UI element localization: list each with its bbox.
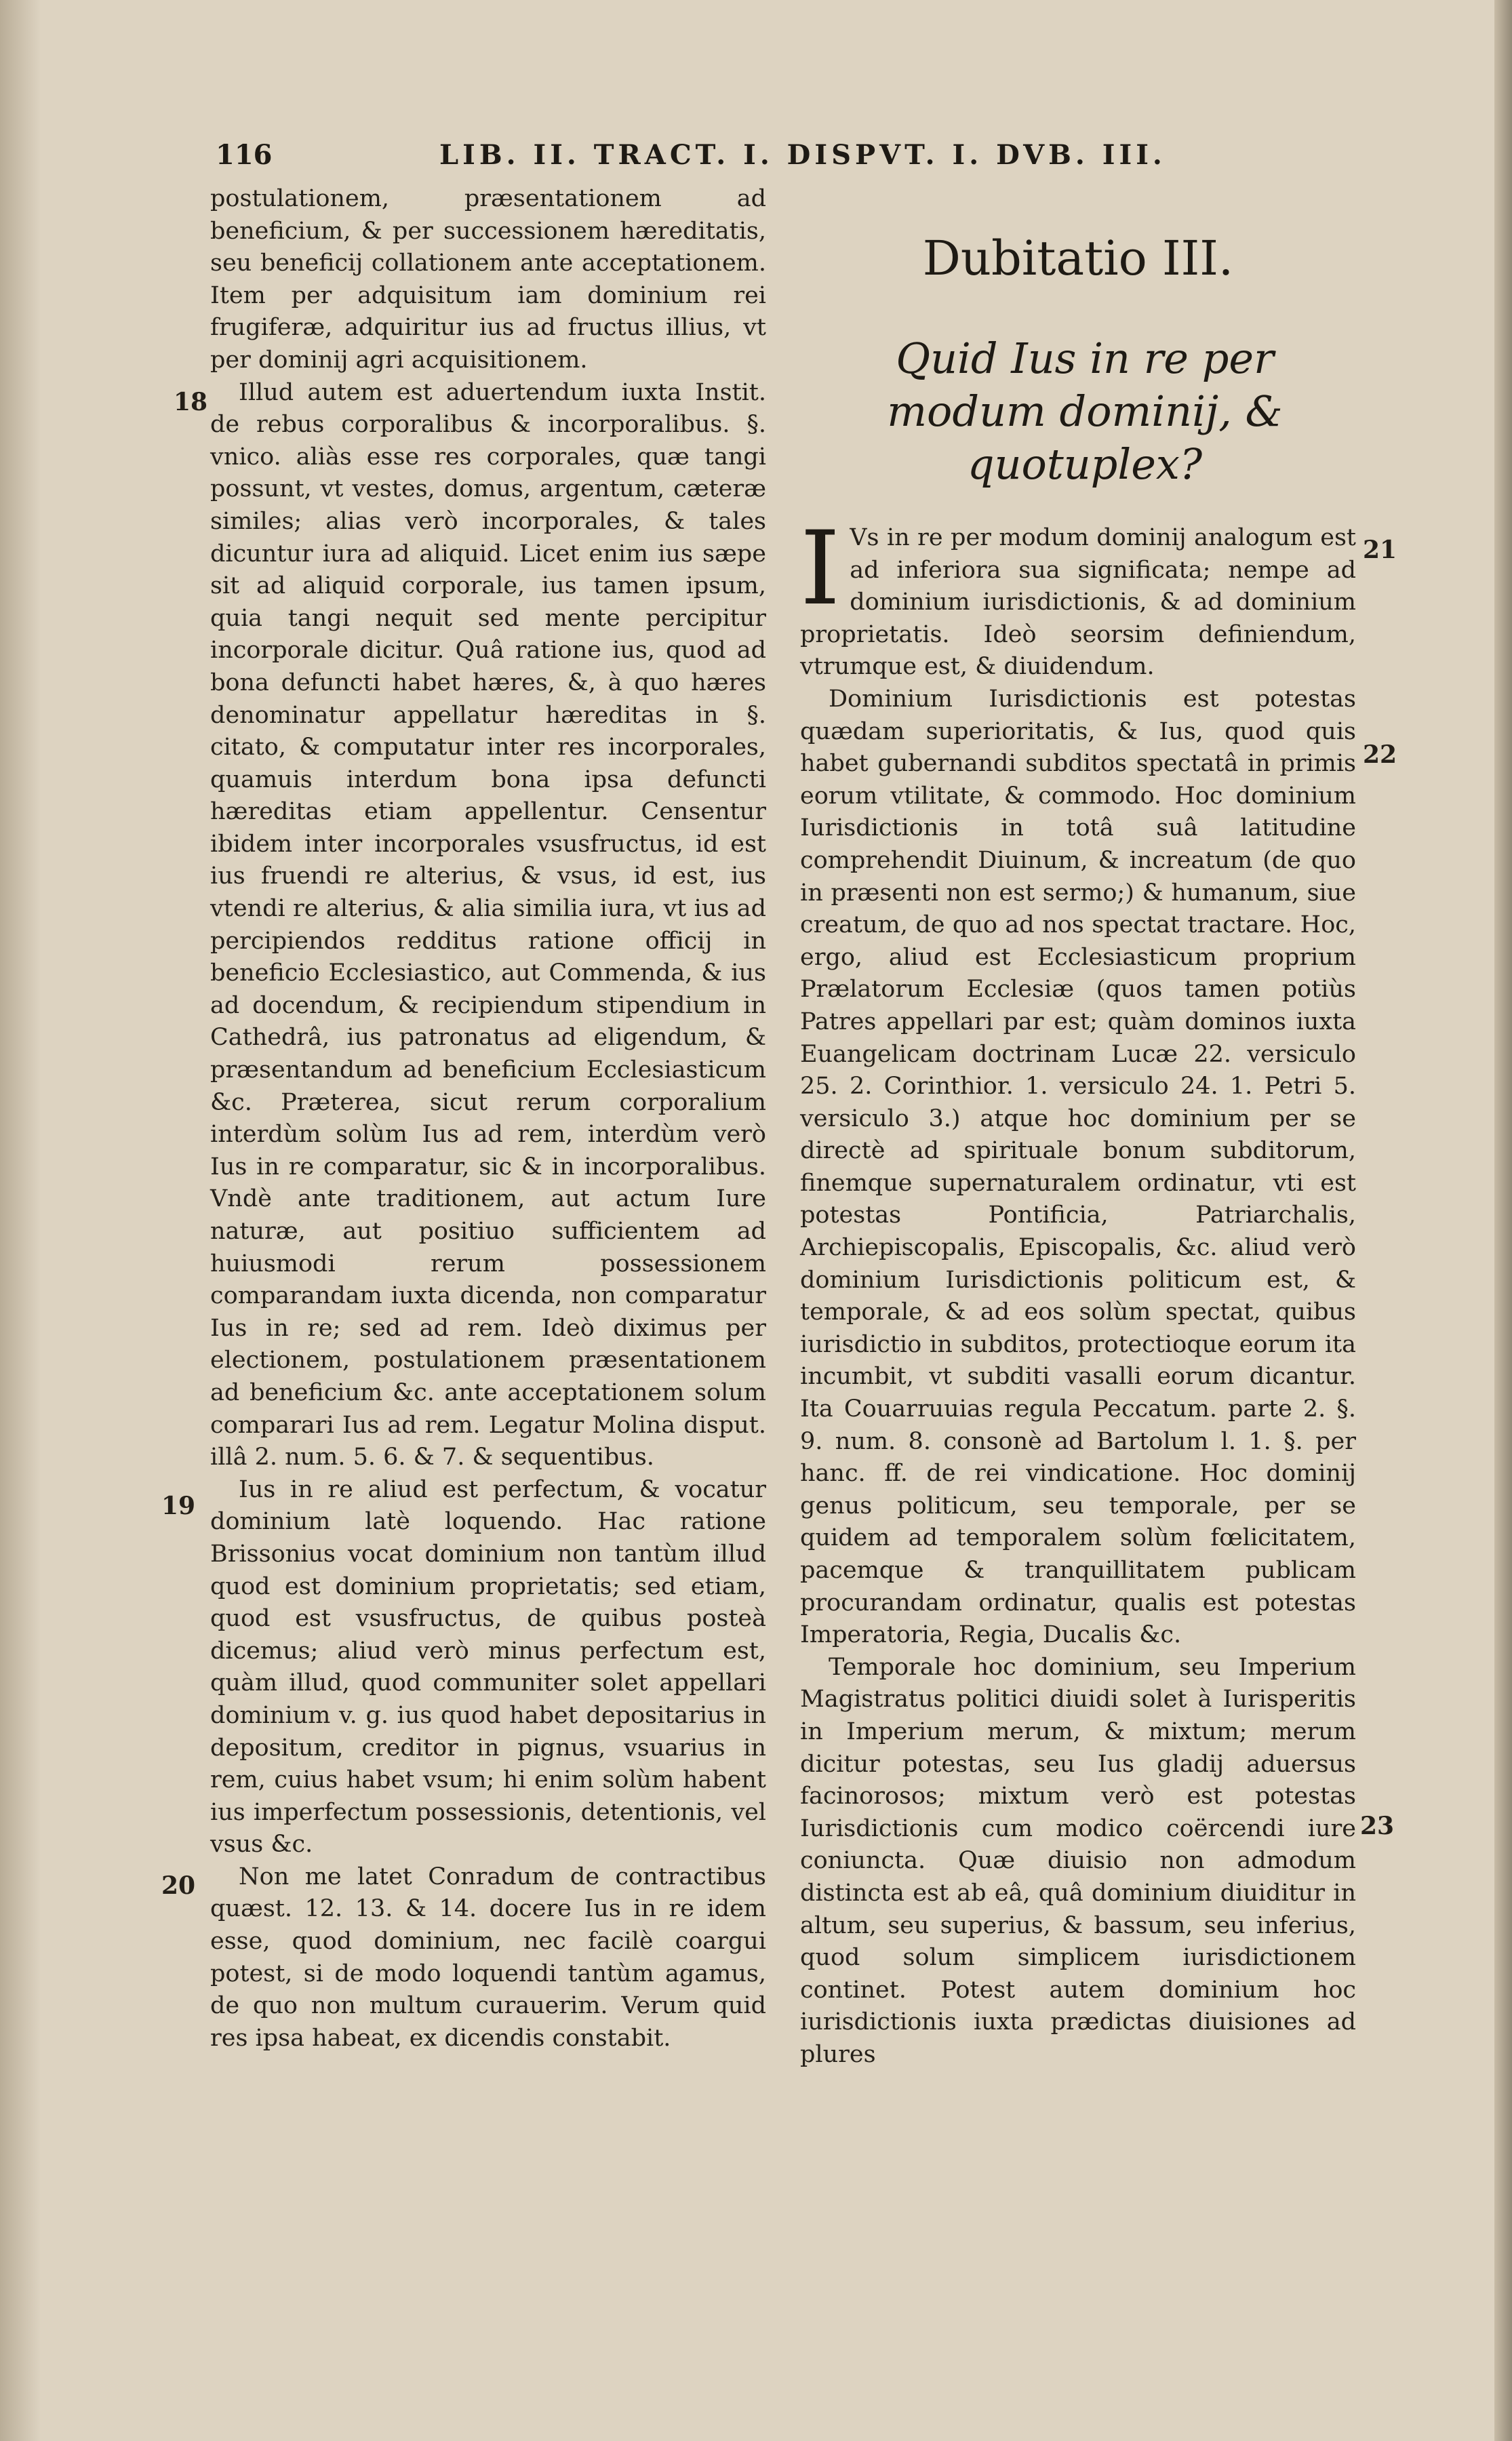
paragraph-22: Dominium Iurisdictionis est potestas quædam superioritatis, & Ius, quod quis habet gubernandi subditos spectatâ in primis eorum vtilitate, & commodo. Hoc dominium Iurisdictionis in totâ suâ latitudine comprehendit Diuinum, & increatum (de quo in præsenti non est sermo;) & humanum, siue creatum, de quo ad nos spectat tractare. Hoc, ergo, aliud est Ecclesiasticum proprium Prælatorum Ecclesiæ (quos tamen potiùs Patres appellari par est; quàm dominos iuxta Euangelicam doctrinam Lucæ 22. versiculo 25. 2. Corinthior. 1. versiculo 24. 1. Petri 5. versiculo 3.) atque hoc dominium per se directè ad spirituale bonum subditorum, finemque supernaturalem ordinatur, vti est potestas Pontificia, Patriarchalis, Archiepiscopalis, Episcopalis, &c. aliud verò dominium Iurisdictionis politicum est, & temporale, & ad eos solùm spectat, quibus iurisdictio in subditos, protectioque eorum ita incumbit, vt subditi vasalli eorum dicantur. Ita Couarruuias regula Peccatum. parte 2. §. 9. num. 8. consonè ad Bartolum l. 1. §. per hanc. ff. de rei vindicatione. Hoc dominij genus politicum, seu temporale, per se quidem ad temporalem solùm fœlicitatem, pacemque & tranquillitatem publicam procurandam ordinatur, qualis est potestas Imperatoria, Regia, Ducalis &c. <box>800 685 1356 1649</box>
page-gutter <box>0 0 41 2441</box>
paragraph-21 <box>800 510 1356 683</box>
running-title: LIB. II. TRACT. I. DISPVT. I. DVB. III. <box>439 139 1166 171</box>
running-header <box>216 139 1395 186</box>
margin-number-18: 18 <box>174 388 208 416</box>
paragraph-18: Illud autem est aduertendum iuxta Instit. de rebus corporalibus & incorporalibus. §. vnico. aliàs esse res corporales, quæ tangi possunt, vt vestes, domus, argentum, cæteræ similes; alias verò incorporales, & tales dicuntur iura ad aliquid. Licet enim ius sæpe sit ad aliquid corporale, ius tamen ipsum, quia tangi nequit sed mente percipitur incorporale dicitur. Quâ ratione ius, quod ad bona defuncti habet hæres, &, à quo hæres denominatur appellatur hæreditas in §. citato, & computatur inter res incorporales, quamuis interdum bona ipsa defuncti hæreditas etiam appellentur. Censentur ibidem inter incorporales vsusfructus, id est ius fruendi re alterius, & vsus, id est, ius vtendi re alterius, & alia similia iura, vt ius ad percipiendos redditus ratione officij in beneficio Ecclesiastico, aut Commenda, & ius ad docendum, & recipiendum stipendium in Cathedrâ, ius patronatus ad eligendum, & præsentandum ad beneficium Ecclesiasticum &c. Præterea, sicut rerum corporalium interdùm solùm Ius ad rem, interdùm verò Ius in re comparatur, sic & in incorporalibus. Vndè ante traditionem, aut actum Iure naturæ, aut positiuo sufficientem ad huiusmodi rerum possessionem comparandam iuxta dicenda, non comparatur Ius in re; sed ad rem. Ideò diximus per electionem, postulationem præsentationem ad beneficium &c. ante acceptationem solum comparari Ius ad rem. Legatur Molina disput. illâ 2. num. 5. 6. & 7. & sequentibus. <box>210 378 766 1471</box>
margin-number-20: 20 <box>161 1871 196 1900</box>
section-title: Dubitatio III. <box>922 231 1234 286</box>
margin-number-23: 23 <box>1360 1812 1395 1840</box>
margin-number-21: 21 <box>1363 536 1397 564</box>
paragraph-continued: postulationem, præsentationem ad beneficium, & per successionem hæreditatis, seu beneficij collationem ante acceptationem. Item per adquisitum iam dominium rei frugiferæ, adquiritur ius ad fructus illius, vt per dominij agri acquisitionem. <box>210 185 766 374</box>
drop-cap: I <box>800 510 841 628</box>
paragraph-19: Ius in re aliud est perfectum, & vocatur dominium latè loquendo. Hac ratione Brissonius vocat dominium non tantùm illud quod est dominium proprietatis; sed etiam, quod est vsusfructus, de quibus posteà dicemus; aliud verò minus perfectum est, quàm illud, quod communiter solet appellari dominium v. g. ius quod habet depositarius in depositum, creditor in pignus, vsuarius in rem, cuius habet vsum; hi enim solùm habent ius imperfectum possessionis, detentionis, vel vsus &c. <box>210 1475 766 1859</box>
page-number: 116 <box>216 139 273 171</box>
left-text-column <box>210 183 766 2055</box>
page-edge <box>1494 0 1512 2441</box>
paragraph-20: Non me latet Conradum de contractibus quæst. 12. 13. & 14. docere Ius in re idem esse, quod dominium, nec facilè coargui potest, si de modo loquendi tantùm agamus, de quo non multum curauerim. Verum quid res ipsa habeat, ex dicendis constabit. <box>210 1863 766 2052</box>
paragraph-21-text: Vs in re per modum dominij analogum est ad inferiora sua significata; nempe ad dominium iurisdictionis, & ad dominium proprietatis. Ideò seorsim definiendum, vtrumque est, & diuidendum. <box>800 524 1356 681</box>
margin-number-19: 19 <box>161 1492 196 1520</box>
margin-number-22: 22 <box>1363 740 1397 769</box>
paragraph-23: Temporale hoc dominium, seu Imperium Magistratus politici diuidi solet à Iurisperitis in Imperium merum, & mixtum; merum dicitur potestas, seu Ius gladij aduersus facinorosos; mixtum verò est potestas Iurisdictionis cum modico coërcendi iure coniuncta. Quæ diuisio non admodum distincta est ab eâ, quâ dominium diuiditur in altum, seu superius, & bassum, seu inferius, quod solum simplicem iurisdictionem continet. Potest autem dominium hoc iurisdictionis iuxta prædictas diuisiones ad plures <box>800 1653 1356 2068</box>
right-text-column <box>800 510 1356 2071</box>
section-question: Quid Ius in re per modum dominij, & quotuplex? <box>887 334 1283 489</box>
